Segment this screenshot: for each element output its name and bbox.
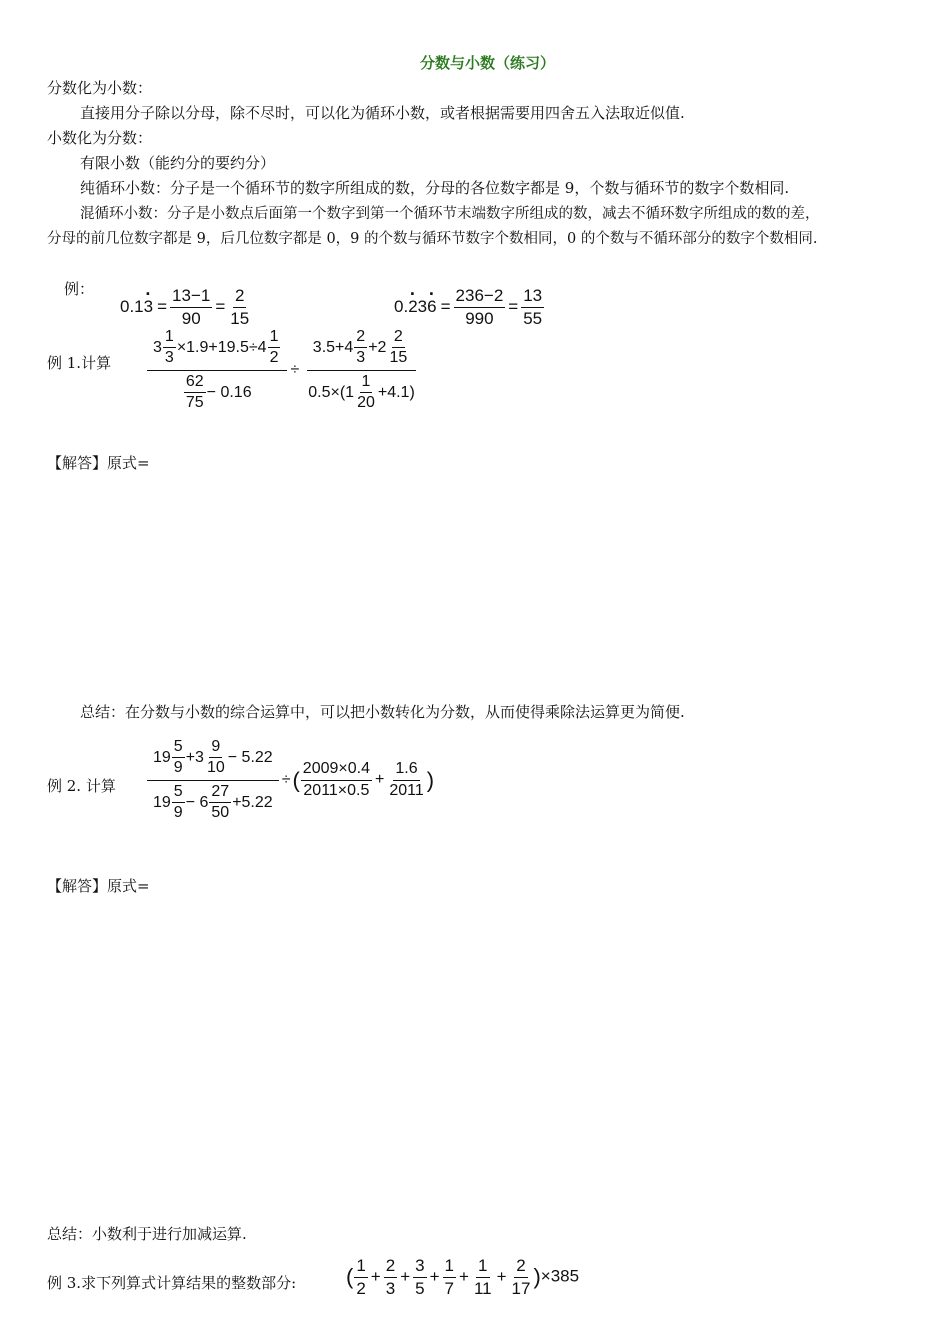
eq1-denominator: 90 [181, 308, 201, 328]
mixed-repeating-rule-line1: 混循环小数：分子是小数点后面第一个数字到第一个循环节末端数字所组成的数，减去不循环数字所组成的数的差， [80, 206, 820, 222]
ex3-term-4-num: 1 [443, 1256, 456, 1278]
dec-to-frac-heading: 小数化为分数： [47, 129, 153, 147]
eq2-result [521, 286, 544, 328]
eq1-numerator: 13−1 [170, 286, 212, 308]
ex3-term-5-num: 1 [476, 1256, 489, 1278]
ex1-d-pre: 0.5×(1 [308, 383, 355, 401]
example-1-expression [146, 328, 422, 413]
example-3-label: 例 3.求下列算式计算结果的整数部分: [47, 1274, 297, 1292]
eq2-denominator: 990 [465, 308, 494, 328]
ex3-term-6-den: 17 [511, 1278, 531, 1298]
eq1-result-den: 15 [230, 308, 250, 328]
example-2-answer: 【解答】原式= [47, 877, 150, 895]
eq2-numerator: 236−2 [454, 286, 506, 308]
ex1-c-num2: 2 [392, 328, 405, 348]
ex2-left-numerator [147, 738, 279, 781]
ex3-term-2 [384, 1256, 397, 1298]
eq2-lhs [392, 297, 439, 316]
ex2-left-denominator [147, 781, 279, 823]
finite-decimal-rule: 有限小数（能约分的要约分） [80, 154, 276, 172]
ex1-b-num: 62 [184, 373, 206, 393]
ex3-multiplier: ×385 [540, 1266, 580, 1286]
ex3-term-3 [413, 1256, 426, 1298]
eq2-lhs-int: 0. [394, 297, 409, 317]
ex1-left-fraction [147, 328, 287, 413]
ex2-b-mid: − 6 [185, 793, 209, 811]
ex2-a-den: 9 [173, 759, 183, 777]
ex2-c-den2: 2011 [389, 781, 424, 799]
eq1-result-num: 2 [233, 286, 246, 308]
ex2-b-whole: 19 [153, 793, 171, 811]
ex2-b-den: 9 [173, 804, 183, 822]
ex1-c-mid: +2 [368, 339, 387, 357]
ex2-b-frac [172, 783, 185, 823]
ex1-right-denominator [302, 371, 421, 413]
ex3-term-5 [472, 1256, 494, 1298]
ex3-plus: + [400, 1267, 411, 1287]
ex2-c-frac2 [387, 760, 425, 800]
ex1-d-den: 20 [357, 394, 375, 412]
ex2-a-post: − 5.22 [227, 749, 273, 767]
frac-to-dec-body: 直接用分子除以分母，除不尽时，可以化为循环小数，或者根据需要用四舍五入法取近似值. [80, 104, 685, 122]
ex1-a-den: 3 [164, 349, 174, 367]
ex3-term-6-num: 2 [514, 1256, 527, 1278]
ex2-a-num: 5 [172, 738, 185, 758]
eq1-lhs-int: 0.1 [120, 297, 144, 317]
ex3-term-1-num: 1 [354, 1256, 367, 1278]
eq2-repeating-end: · 6 [427, 297, 436, 317]
ex2-c-den: 2011×0.5 [303, 781, 370, 799]
example-2-expression [146, 738, 434, 823]
ex2-a-den2: 10 [206, 759, 225, 777]
pure-repeating-rule: 纯循环小数：分子是一个循环节的数字所组成的数，分母的各位数字都是 9，个数与循环节的数字个数相同. [80, 179, 790, 197]
ex1-c-frac2 [387, 328, 409, 368]
ex1-a-num2: 1 [268, 328, 281, 348]
ex3-term-4-den: 7 [444, 1278, 455, 1298]
ex2-a-mid: +3 [185, 749, 204, 767]
ex1-d-frac [355, 373, 377, 413]
ex3-plus: + [429, 1267, 440, 1287]
frac-to-dec-heading: 分数化为小数： [47, 79, 153, 97]
eq2-equals: = [508, 297, 519, 317]
eq2-repeating-start: · 2 [408, 297, 417, 317]
ex2-left-fraction [147, 738, 279, 823]
ex2-b-num: 5 [172, 783, 185, 803]
ex1-a-whole: 3 [153, 339, 162, 357]
example-label: 例： [64, 280, 95, 298]
eq2-result-num: 13 [521, 286, 544, 308]
ex2-a-whole: 19 [153, 749, 171, 767]
summary-2: 总结：小数利于进行加减运算. [47, 1225, 247, 1243]
ex1-d-post: +4.1) [377, 383, 415, 401]
ex1-a-rest: ×1.9+19.5÷4 [176, 339, 267, 357]
ex1-a-frac2 [268, 328, 281, 368]
ex3-left-paren: ( [346, 1264, 354, 1290]
ex3-term-6 [510, 1256, 533, 1298]
example-3-expression [346, 1256, 579, 1298]
ex2-c-frac [301, 760, 372, 800]
eq1-lhs [118, 297, 155, 316]
example-eq-2: 0.· 23· 6 = $\frac{236-2}{990}$ = $\frac{13}{55}$ [392, 286, 545, 328]
example-eq-1: 0.1· 3 = $\frac{13-1}{90}$ = $\frac{2}{15}$ [118, 286, 252, 328]
ex3-term-2-num: 2 [384, 1256, 397, 1278]
ex2-b-den2: 50 [211, 804, 230, 822]
ex3-right-paren: ) [533, 1264, 541, 1290]
ex2-right-paren: ) [426, 767, 435, 793]
ex2-c-num2: 1.6 [393, 760, 419, 780]
ex1-a-frac [163, 328, 176, 368]
ex3-plus: + [496, 1267, 507, 1287]
ex2-plus: + [374, 771, 385, 789]
ex2-b-post: +5.22 [232, 793, 273, 811]
eq1-fraction [170, 286, 212, 328]
ex3-plus: + [370, 1267, 381, 1287]
ex1-right-numerator [307, 328, 416, 371]
ex3-plus: + [459, 1267, 469, 1287]
ex2-divide: ÷ [281, 771, 291, 789]
ex1-left-denominator [177, 371, 258, 413]
ex1-b-rest: − 0.16 [206, 383, 252, 401]
ex3-term-4 [443, 1256, 456, 1298]
ex1-b-frac [184, 373, 206, 413]
ex2-b-frac2 [209, 783, 231, 823]
ex3-term-3-num: 3 [413, 1256, 426, 1278]
ex2-a-frac [172, 738, 185, 778]
ex2-c-num: 2009×0.4 [301, 760, 372, 780]
eq1-result [228, 286, 251, 328]
ex1-c-pre: 3.5+4 [312, 339, 354, 357]
summary-1: 总结：在分数与小数的综合运算中，可以把小数转化为分数，从而使得乘除法运算更为简便. [80, 703, 685, 721]
ex3-term-2-den: 3 [385, 1278, 396, 1298]
ex1-divide: ÷ [290, 361, 300, 379]
ex3-term-1 [354, 1256, 367, 1298]
ex2-left-paren: ( [292, 767, 300, 793]
ex2-a-num2: 9 [209, 738, 222, 758]
ex1-a-den2: 2 [269, 349, 279, 367]
ex2-b-num2: 27 [209, 783, 231, 803]
page-title: 分数与小数（练习） [420, 54, 556, 72]
eq2-result-den: 55 [523, 308, 543, 328]
ex3-term-1-den: 2 [356, 1278, 366, 1298]
eq1-repeating-digit: · 3 [144, 297, 153, 317]
ex1-left-numerator [147, 328, 287, 371]
ex3-term-3-den: 5 [415, 1278, 425, 1298]
ex1-b-den: 75 [185, 394, 204, 412]
ex1-right-fraction [302, 328, 421, 413]
ex1-c-den2: 15 [389, 349, 408, 367]
ex1-d-num: 1 [360, 373, 373, 393]
eq2-fraction [454, 286, 506, 328]
eq1-equals: = [215, 297, 226, 317]
eq2-lhs-mid: 3 [417, 297, 428, 317]
ex1-c-den: 3 [356, 349, 366, 367]
example-1-answer: 【解答】原式= [47, 454, 150, 472]
ex1-c-num: 2 [354, 328, 367, 348]
ex3-term-5-den: 11 [473, 1278, 492, 1298]
ex1-a-num: 1 [163, 328, 176, 348]
example-1-label: 例 1.计算 [47, 354, 112, 372]
example-2-label: 例 2. 计算 [47, 777, 116, 795]
mixed-repeating-rule-line2: 分母的前几位数字都是 9，后几位数字都是 0，9 的个数与循环节数字个数相同，0 的个数与不循环部分的数字个数相同. [47, 231, 818, 247]
ex1-c-frac [354, 328, 367, 368]
ex2-a-frac2 [205, 738, 227, 778]
